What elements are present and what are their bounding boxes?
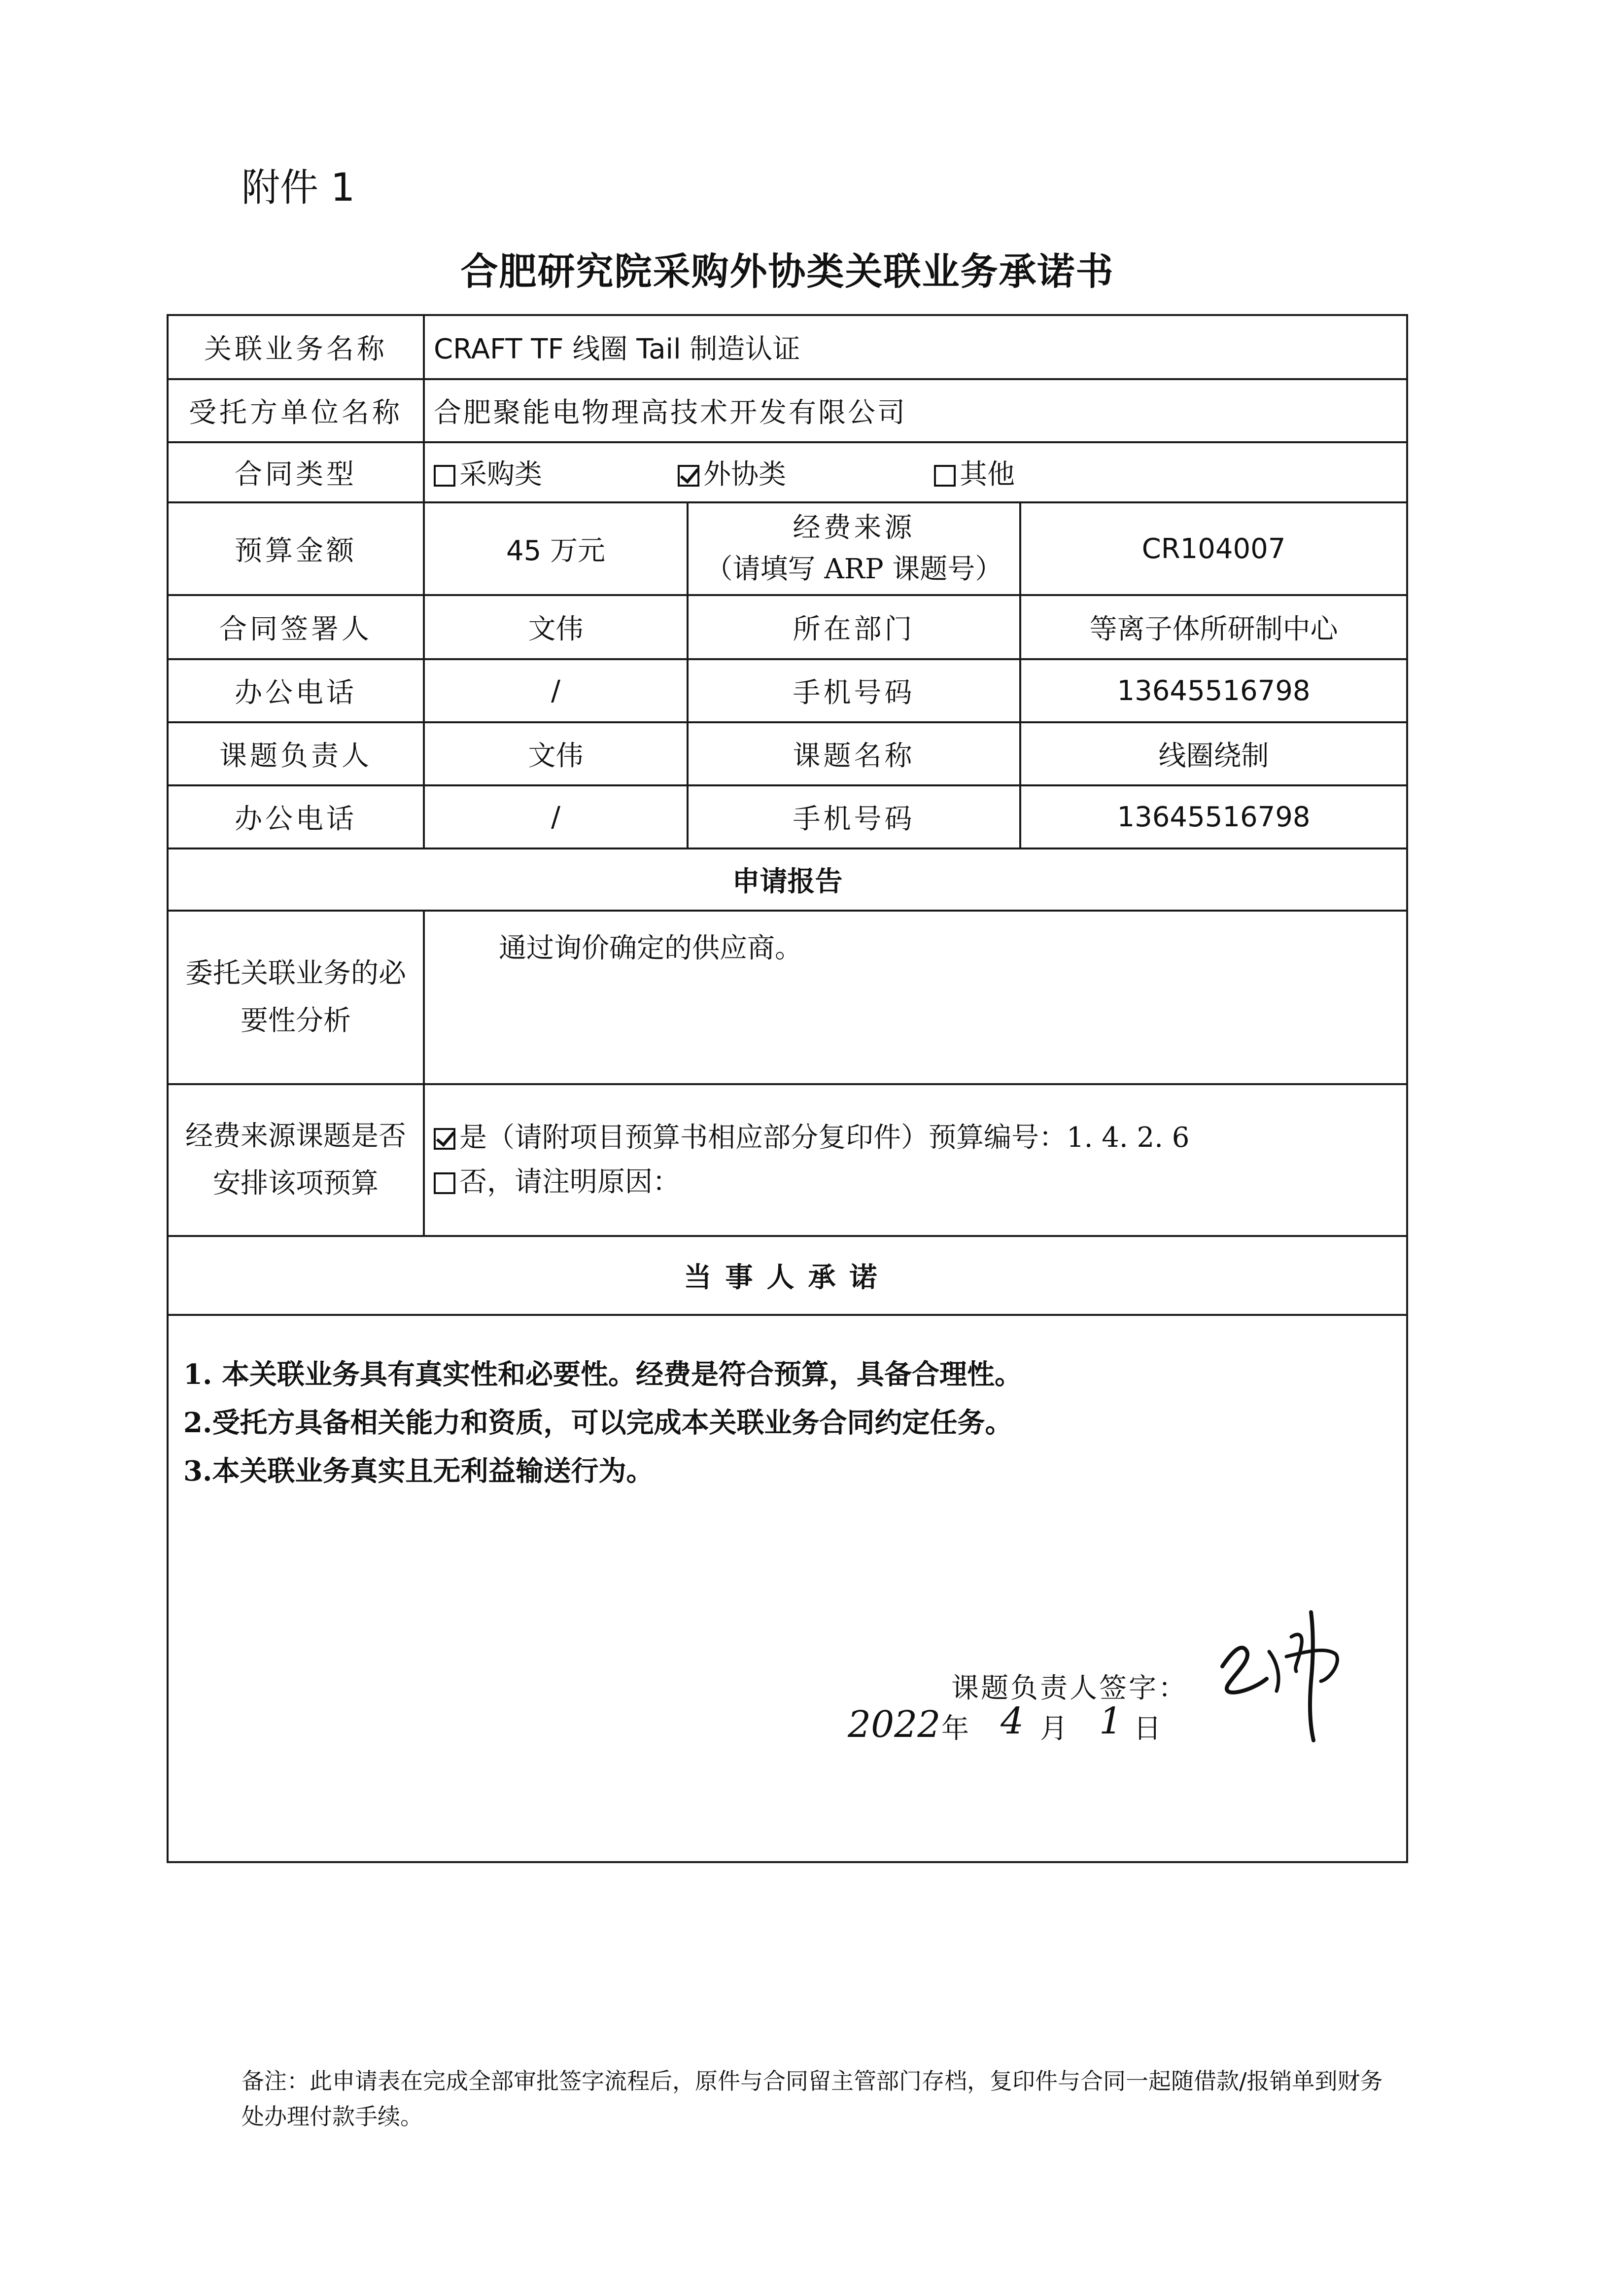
row-project-leader	[168, 722, 1407, 785]
fund-source-value: CR104007	[1020, 502, 1407, 595]
checkbox-icon[interactable]	[434, 1172, 455, 1194]
signature-label: 课题负责人签字：	[951, 1672, 1188, 1704]
budget-no-text: 否，请注明原因：	[459, 1166, 680, 1198]
business-name-value: CRAFT TF 线圈 Tail 制造认证	[424, 315, 1407, 379]
budget-no-option[interactable]	[434, 1160, 1397, 1204]
row-application-header	[168, 848, 1407, 911]
project-leader-value: 文伟	[424, 722, 688, 785]
budget-label: 预算金额	[168, 502, 424, 595]
contract-type-option-purchase[interactable]	[434, 453, 678, 492]
row-necessity	[168, 911, 1407, 1084]
office-phone-label: 办公电话	[168, 659, 424, 722]
commitment-header: 当事人承诺	[168, 1236, 1407, 1315]
signer-value: 文伟	[424, 595, 688, 659]
row-business-name	[168, 315, 1407, 379]
row-entrusted-unit	[168, 379, 1407, 442]
commitment-item: 2.受托方具备相关能力和资质，可以完成本关联业务合同约定任务。	[183, 1407, 1013, 1439]
project-leader-label: 课题负责人	[168, 722, 424, 785]
office-phone-value: /	[424, 659, 688, 722]
budget-check-options	[424, 1084, 1407, 1236]
office-phone-label: 办公电话	[168, 785, 424, 848]
checked-checkbox-icon[interactable]	[434, 1128, 455, 1150]
attachment-label: 附件 1	[242, 166, 355, 210]
date-month: 4	[1001, 1700, 1024, 1742]
department-label: 所在部门	[688, 595, 1020, 659]
option-label: 外协类	[703, 459, 786, 491]
handwritten-signature	[1212, 1592, 1375, 1755]
footnote: 备注：此申请表在完成全部审批签字流程后，原件与合同留主管部门存档，复印件与合同一起随借款/报销单到财务处办理付款手续。	[242, 2068, 1383, 2130]
row-budget	[168, 502, 1407, 595]
budget-value: 45 万元	[424, 502, 688, 595]
date-month-suffix: 月	[1040, 1713, 1068, 1745]
row-signer	[168, 595, 1407, 659]
mobile-label: 手机号码	[688, 785, 1020, 848]
budget-check-label	[168, 1084, 424, 1236]
commitment-item: 3.本关联业务真实且无利益输送行为。	[183, 1455, 654, 1487]
row-contract-type	[168, 442, 1407, 502]
budget-yes-text: 是（请附项目预算书相应部分复印件）预算编号：1. 4. 2. 6	[459, 1122, 1190, 1154]
date-day: 1	[1099, 1700, 1123, 1742]
contract-type-options	[424, 442, 1407, 502]
fund-source-label-line1: 经费来源	[793, 512, 915, 544]
date-day-suffix: 日	[1134, 1713, 1161, 1745]
checkbox-icon[interactable]	[434, 465, 455, 487]
row-office-phone-2	[168, 785, 1407, 848]
entrusted-unit-label: 受托方单位名称	[168, 379, 424, 442]
budget-yes-option[interactable]	[434, 1116, 1397, 1160]
budget-check-label-line2: 安排该项预算	[213, 1167, 379, 1200]
signer-label: 合同签署人	[168, 595, 424, 659]
document-title: 合肥研究院采购外协类关联业务承诺书	[460, 249, 1114, 293]
row-commitment-body	[168, 1315, 1407, 1862]
application-report-header: 申请报告	[168, 848, 1407, 911]
row-office-phone-1	[168, 659, 1407, 722]
contract-type-option-other[interactable]	[934, 453, 1015, 492]
office-phone-value: /	[424, 785, 688, 848]
project-name-label: 课题名称	[688, 722, 1020, 785]
mobile-value: 13645516798	[1020, 659, 1407, 722]
mobile-label: 手机号码	[688, 659, 1020, 722]
row-budget-check	[168, 1084, 1407, 1236]
commitment-item: 1. 本关联业务具有真实性和必要性。经费是符合预算，具备合理性。	[183, 1358, 1022, 1391]
necessity-label	[168, 911, 424, 1084]
checkbox-icon[interactable]	[934, 465, 956, 487]
necessity-label-line2: 要性分析	[241, 1005, 351, 1037]
option-label: 其他	[960, 459, 1015, 491]
option-label: 采购类	[459, 459, 542, 491]
checked-checkbox-icon[interactable]	[678, 465, 699, 487]
date-year-suffix: 年	[941, 1713, 969, 1745]
contract-type-option-outsourcing[interactable]	[678, 453, 934, 492]
project-name-value: 线圈绕制	[1020, 722, 1407, 785]
entrusted-unit-value: 合肥聚能电物理高技术开发有限公司	[424, 379, 1407, 442]
business-name-label: 关联业务名称	[168, 315, 424, 379]
row-commitment-header	[168, 1236, 1407, 1315]
necessity-label-line1: 委托关联业务的必	[185, 957, 406, 989]
fund-source-label	[688, 502, 1020, 595]
necessity-text: 通过询价确定的供应商。	[424, 911, 1407, 1084]
mobile-value: 13645516798	[1020, 785, 1407, 848]
budget-check-label-line1: 经费来源课题是否	[185, 1120, 406, 1152]
fund-source-label-line2: （请填写 ARP 课题号）	[705, 553, 1003, 585]
contract-type-label: 合同类型	[168, 442, 424, 502]
date-year: 2022	[848, 1703, 941, 1746]
commitment-body	[168, 1315, 1407, 1862]
department-value: 等离子体所研制中心	[1020, 595, 1407, 659]
